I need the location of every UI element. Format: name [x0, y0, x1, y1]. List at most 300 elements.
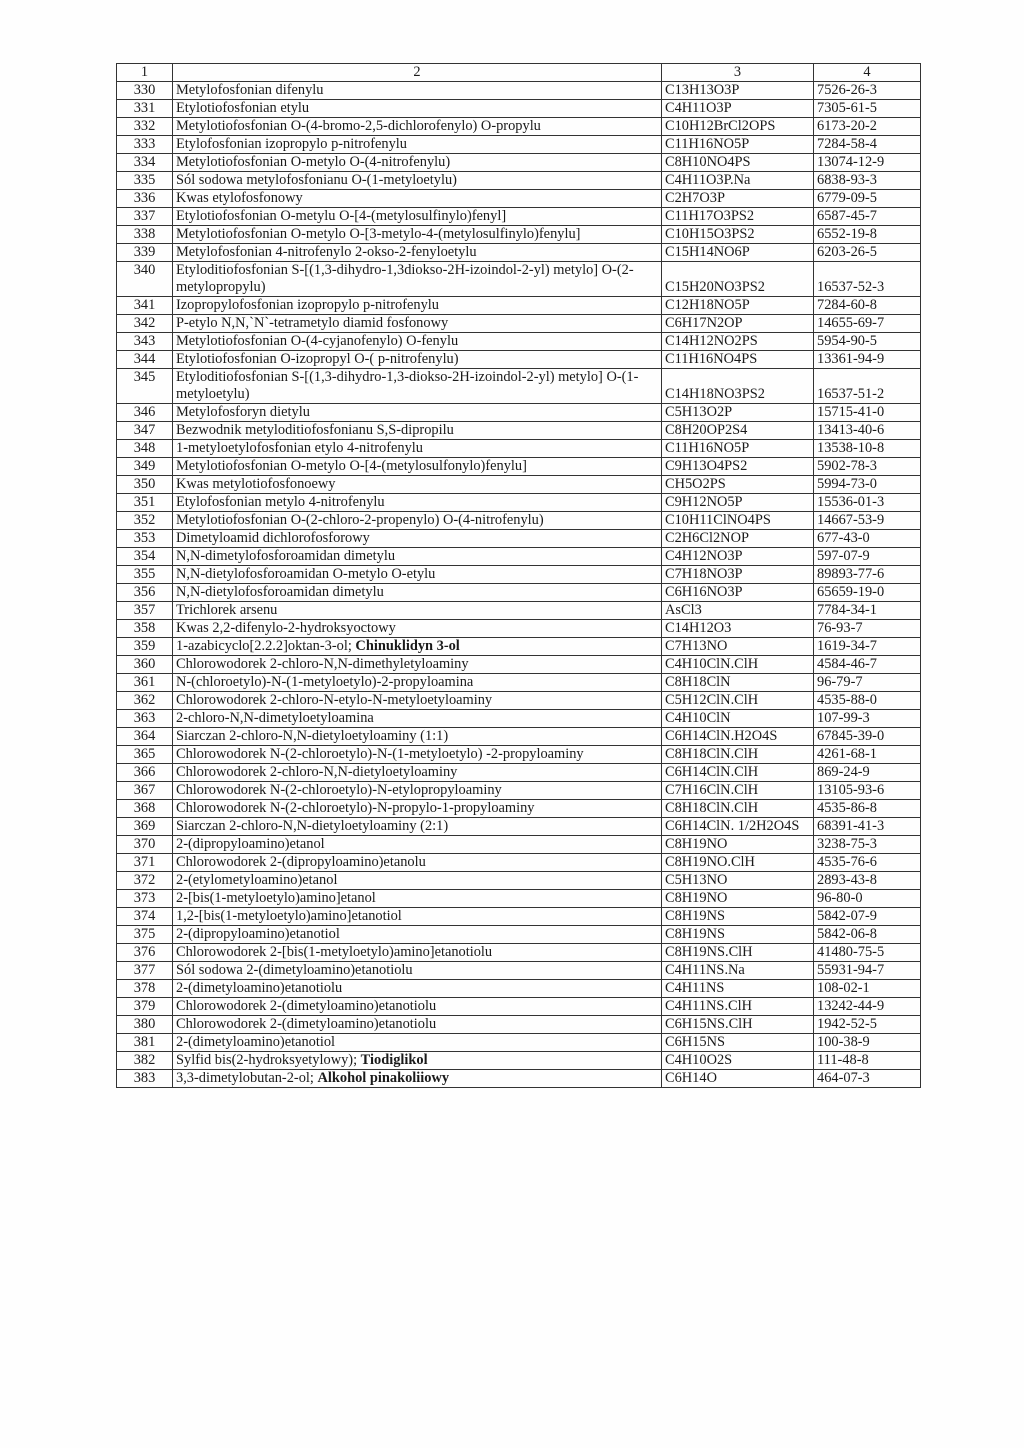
chemical-name-cell — [173, 226, 662, 244]
chemical-name: Siarczan 2-chloro-N,N-dietyloetyloaminy (2:1) — [176, 818, 449, 834]
chemical-formula: C4H11NS.ClH — [662, 998, 814, 1016]
cas-number: 41480-75-5 — [814, 944, 921, 962]
chemical-name-cell — [173, 100, 662, 118]
chemical-name-cell — [173, 172, 662, 190]
table-row — [117, 82, 921, 100]
chemical-name: Chlorowodorek N-(2-chloroetylo)-N-etylopropyloaminy — [176, 782, 502, 798]
row-number: 365 — [117, 746, 173, 764]
chemical-formula: C2H7O3P — [662, 190, 814, 208]
cas-number: 4535-76-6 — [814, 854, 921, 872]
table-row — [117, 1052, 921, 1070]
chemical-formula: C8H20OP2S4 — [662, 422, 814, 440]
chemical-formula: C7H16ClN.ClH — [662, 782, 814, 800]
chemical-name: N,N-dietylofosforoamidan O-metylo O-etylu — [176, 566, 436, 582]
table-row — [117, 100, 921, 118]
chemical-name: P-etylo N,N,`N`-tetrametylo diamid fosfonowy — [176, 315, 449, 331]
chemical-name: Chlorowodorek 2-chloro-N,N-dietyloetyloaminy — [176, 764, 458, 780]
cas-number: 5902-78-3 — [814, 458, 921, 476]
chemical-name-cell — [173, 602, 662, 620]
cas-number: 869-24-9 — [814, 764, 921, 782]
row-number: 370 — [117, 836, 173, 854]
cas-number: 464-07-3 — [814, 1070, 921, 1088]
chemical-name: Etyloditiofosfonian S-[(1,3-dihydro-1,3-diokso-2H-izoindol-2-yl) metylo] O-(1-metyloetylu) — [176, 369, 639, 402]
chemical-formula: C12H18NO5P — [662, 297, 814, 315]
chemical-name-cell — [173, 836, 662, 854]
chemical-formula: C4H11NS — [662, 980, 814, 998]
table-row — [117, 333, 921, 351]
cas-number: 4584-46-7 — [814, 656, 921, 674]
table-row — [117, 118, 921, 136]
chemical-name-cell — [173, 584, 662, 602]
header-col-2: 2 — [173, 64, 662, 82]
cas-number: 5842-06-8 — [814, 926, 921, 944]
row-number: 338 — [117, 226, 173, 244]
table-row — [117, 638, 921, 656]
chemical-name: 2-(dipropyloamino)etanol — [176, 836, 325, 852]
chemical-formula: C11H17O3PS2 — [662, 208, 814, 226]
row-number: 376 — [117, 944, 173, 962]
chemical-name-cell — [173, 1016, 662, 1034]
row-number: 354 — [117, 548, 173, 566]
row-number: 341 — [117, 297, 173, 315]
table-body — [117, 82, 921, 1088]
cas-number: 7284-60-8 — [814, 297, 921, 315]
chemical-name-cell — [173, 800, 662, 818]
chemical-name: N,N-dimetylofosforoamidan dimetylu — [176, 548, 396, 564]
table-row — [117, 656, 921, 674]
chemical-name: Kwas 2,2-difenylo-2-hydroksyoctowy — [176, 620, 396, 636]
table-row — [117, 674, 921, 692]
chemical-name: 2-(etylometyloamino)etanol — [176, 872, 338, 888]
chemical-name: Metylotiofosfonian O-metylo O-[4-(metylosulfonylo)fenylu] — [176, 458, 527, 474]
chemical-formula: C11H16NO5P — [662, 136, 814, 154]
table-row — [117, 854, 921, 872]
row-number: 345 — [117, 369, 173, 404]
row-number: 334 — [117, 154, 173, 172]
row-number: 375 — [117, 926, 173, 944]
chemical-formula: C5H12ClN.ClH — [662, 692, 814, 710]
cas-number: 108-02-1 — [814, 980, 921, 998]
cas-number: 6779-09-5 — [814, 190, 921, 208]
cas-number: 13538-10-8 — [814, 440, 921, 458]
chemical-name-cell — [173, 890, 662, 908]
table-row — [117, 764, 921, 782]
row-number: 381 — [117, 1034, 173, 1052]
chemical-name-cell — [173, 136, 662, 154]
table-row — [117, 262, 921, 297]
chemical-formula: C11H16NO4PS — [662, 351, 814, 369]
cas-number: 597-07-9 — [814, 548, 921, 566]
chemical-name-cell — [173, 674, 662, 692]
chemical-name: 1,2-[bis(1-metyloetylo)amino]etanotiol — [176, 908, 402, 924]
row-number: 364 — [117, 728, 173, 746]
chemical-formula: C4H11O3P.Na — [662, 172, 814, 190]
chemical-name: Chlorowodorek N-(2-chloroetylo)-N-propylo-1-propyloaminy — [176, 800, 535, 816]
chemical-name-cell — [173, 782, 662, 800]
cas-number: 3238-75-3 — [814, 836, 921, 854]
chemical-formula: C15H14NO6P — [662, 244, 814, 262]
table-row — [117, 512, 921, 530]
chemical-name-cell — [173, 530, 662, 548]
row-number: 367 — [117, 782, 173, 800]
header-col-1: 1 — [117, 64, 173, 82]
cas-number: 677-43-0 — [814, 530, 921, 548]
table-row — [117, 836, 921, 854]
chemical-formula: C8H19NS.ClH — [662, 944, 814, 962]
table-row — [117, 566, 921, 584]
cas-number: 96-80-0 — [814, 890, 921, 908]
chemical-name: Etyloditiofosfonian S-[(1,3-dihydro-1,3diokso-2H-izoindol-2-yl) metylo] O-(2-metylopropylu) — [176, 262, 634, 295]
chemical-formula: C11H16NO5P — [662, 440, 814, 458]
chemical-formula: C6H14ClN.H2O4S — [662, 728, 814, 746]
cas-number: 16537-51-2 — [814, 369, 921, 404]
chemical-formula: C8H19NS — [662, 908, 814, 926]
chemical-name-cell — [173, 333, 662, 351]
row-number: 362 — [117, 692, 173, 710]
row-number: 331 — [117, 100, 173, 118]
header-row — [117, 64, 921, 82]
chemical-name-cell — [173, 710, 662, 728]
chemical-name: N,N-dietylofosforoamidan dimetylu — [176, 584, 384, 600]
cas-number: 7784-34-1 — [814, 602, 921, 620]
chemical-name: Bezwodnik metyloditiofosfonianu S,S-dipropilu — [176, 422, 454, 438]
header-col-3: 3 — [662, 64, 814, 82]
row-number: 348 — [117, 440, 173, 458]
table-row — [117, 782, 921, 800]
chemical-name: Metylotiofosfonian O-metylo O-[3-metylo-4-(metylosulfinylo)fenylu] — [176, 226, 581, 242]
table-row — [117, 440, 921, 458]
row-number: 352 — [117, 512, 173, 530]
chemical-name-cell — [173, 728, 662, 746]
row-number: 382 — [117, 1052, 173, 1070]
cas-number: 6838-93-3 — [814, 172, 921, 190]
row-number: 343 — [117, 333, 173, 351]
chemical-name-cell — [173, 1052, 662, 1070]
chemical-formula: C8H18ClN.ClH — [662, 746, 814, 764]
chemical-name: Etylofosfonian izopropylo p-nitrofenylu — [176, 136, 408, 152]
chemical-name-cell — [173, 620, 662, 638]
cas-number: 7305-61-5 — [814, 100, 921, 118]
chemical-name: Sylfid bis(2-hydroksyetylowy); — [176, 1052, 361, 1068]
row-number: 344 — [117, 351, 173, 369]
cas-number: 5954-90-5 — [814, 333, 921, 351]
cas-number: 6173-20-2 — [814, 118, 921, 136]
chemical-formula: C4H10ClN — [662, 710, 814, 728]
cas-number: 2893-43-8 — [814, 872, 921, 890]
chemical-name-cell — [173, 548, 662, 566]
chemical-common-name: Chinuklidyn 3-ol — [355, 638, 460, 654]
table-row — [117, 548, 921, 566]
chemical-name-cell — [173, 980, 662, 998]
chemical-name-cell — [173, 818, 662, 836]
chemical-formula: C5H13NO — [662, 872, 814, 890]
table-row — [117, 710, 921, 728]
table-row — [117, 351, 921, 369]
cas-number: 6552-19-8 — [814, 226, 921, 244]
chemical-common-name: Alkohol pinakoliiowy — [317, 1070, 450, 1086]
cas-number: 13413-40-6 — [814, 422, 921, 440]
row-number: 373 — [117, 890, 173, 908]
table-row — [117, 244, 921, 262]
chemical-formula: C7H13NO — [662, 638, 814, 656]
chemical-name: Trichlorek arsenu — [176, 602, 278, 618]
chemical-name: 2-chloro-N,N-dimetyloetyloamina — [176, 710, 374, 726]
chemical-list-table — [116, 63, 921, 1088]
row-number: 356 — [117, 584, 173, 602]
chemical-name: Metylotiofosfonian O-metylo O-(4-nitrofenylu) — [176, 154, 451, 170]
cas-number: 55931-94-7 — [814, 962, 921, 980]
chemical-formula: CH5O2PS — [662, 476, 814, 494]
chemical-name-cell — [173, 154, 662, 172]
row-number: 335 — [117, 172, 173, 190]
cas-number: 13105-93-6 — [814, 782, 921, 800]
cas-number: 13242-44-9 — [814, 998, 921, 1016]
chemical-name: Kwas etylofosfonowy — [176, 190, 303, 206]
row-number: 369 — [117, 818, 173, 836]
chemical-formula: AsCl3 — [662, 602, 814, 620]
row-number: 337 — [117, 208, 173, 226]
cas-number: 89893-77-6 — [814, 566, 921, 584]
table-row — [117, 422, 921, 440]
chemical-formula: C8H19NO — [662, 890, 814, 908]
chemical-name: Chlorowodorek 2-[bis(1-metyloetylo)amino]etanotiolu — [176, 944, 493, 960]
table-row — [117, 476, 921, 494]
table-row — [117, 728, 921, 746]
chemical-name-cell — [173, 908, 662, 926]
chemical-name: Metylotiofosfonian O-(4-bromo-2,5-dichlorofenylo) O-propylu — [176, 118, 541, 134]
chemical-name-cell — [173, 262, 662, 297]
chemical-name: Etylotiofosfonian O-metylu O-[4-(metylosulfinylo)fenyl] — [176, 208, 507, 224]
chemical-name: Sól sodowa 2-(dimetyloamino)etanotiolu — [176, 962, 413, 978]
chemical-name-cell — [173, 962, 662, 980]
row-number: 353 — [117, 530, 173, 548]
chemical-formula: C15H20NO3PS2 — [662, 262, 814, 297]
chemical-name: Metylofosfonian 4-nitrofenylo 2-okso-2-fenyloetylu — [176, 244, 477, 260]
chemical-name: Dimetyloamid dichlorofosforowy — [176, 530, 370, 546]
cas-number: 5842-07-9 — [814, 908, 921, 926]
chemical-formula: C4H11O3P — [662, 100, 814, 118]
cas-number: 13361-94-9 — [814, 351, 921, 369]
chemical-formula: C6H16NO3P — [662, 584, 814, 602]
chemical-name: Etylofosfonian metylo 4-nitrofenylu — [176, 494, 385, 510]
chemical-name-cell — [173, 926, 662, 944]
row-number: 347 — [117, 422, 173, 440]
chemical-formula: C2H6Cl2NOP — [662, 530, 814, 548]
cas-number: 16537-52-3 — [814, 262, 921, 297]
cas-number: 15536-01-3 — [814, 494, 921, 512]
row-number: 351 — [117, 494, 173, 512]
chemical-name-cell — [173, 369, 662, 404]
row-number: 377 — [117, 962, 173, 980]
chemical-name: 2-[bis(1-metyloetylo)amino]etanol — [176, 890, 376, 906]
table-row — [117, 998, 921, 1016]
row-number: 383 — [117, 1070, 173, 1088]
cas-number: 1942-52-5 — [814, 1016, 921, 1034]
row-number: 368 — [117, 800, 173, 818]
chemical-formula: C8H10NO4PS — [662, 154, 814, 172]
table-row — [117, 458, 921, 476]
chemical-name: 2-(dimetyloamino)etanotiolu — [176, 980, 343, 996]
chemical-name-cell — [173, 944, 662, 962]
row-number: 342 — [117, 315, 173, 333]
table-row — [117, 315, 921, 333]
chemical-name-cell — [173, 476, 662, 494]
chemical-formula: C4H10ClN.ClH — [662, 656, 814, 674]
cas-number: 4535-86-8 — [814, 800, 921, 818]
chemical-name: Chlorowodorek 2-(dimetyloamino)etanotiolu — [176, 998, 437, 1014]
cas-number: 7526-26-3 — [814, 82, 921, 100]
row-number: 371 — [117, 854, 173, 872]
cas-number: 7284-58-4 — [814, 136, 921, 154]
row-number: 350 — [117, 476, 173, 494]
chemical-name-cell — [173, 638, 662, 656]
chemical-name-cell — [173, 244, 662, 262]
cas-number: 100-38-9 — [814, 1034, 921, 1052]
chemical-name-cell — [173, 1034, 662, 1052]
chemical-name-cell — [173, 190, 662, 208]
table-row — [117, 692, 921, 710]
row-number: 380 — [117, 1016, 173, 1034]
table-row — [117, 369, 921, 404]
chemical-name: Izopropylofosfonian izopropylo p-nitrofenylu — [176, 297, 439, 313]
chemical-name: Siarczan 2-chloro-N,N-dietyloetyloaminy (1:1) — [176, 728, 449, 744]
chemical-name-cell — [173, 746, 662, 764]
chemical-name-cell — [173, 208, 662, 226]
chemical-name: Metylotiofosfonian O-(4-cyjanofenylo) O-fenylu — [176, 333, 459, 349]
row-number: 339 — [117, 244, 173, 262]
chemical-formula: C8H18ClN — [662, 674, 814, 692]
cas-number: 14667-53-9 — [814, 512, 921, 530]
chemical-formula: C13H13O3P — [662, 82, 814, 100]
chemical-name: Sól sodowa metylofosfonianu O-(1-metyloetylu) — [176, 172, 457, 188]
chemical-formula: C6H14O — [662, 1070, 814, 1088]
chemical-name: Chlorowodorek N-(2-chloroetylo)-N-(1-metyloetylo) -2-propyloaminy — [176, 746, 584, 762]
chemical-formula: C9H13O4PS2 — [662, 458, 814, 476]
row-number: 357 — [117, 602, 173, 620]
chemical-name-cell — [173, 315, 662, 333]
row-number: 340 — [117, 262, 173, 297]
table-row — [117, 530, 921, 548]
chemical-name: Metylofosforyn dietylu — [176, 404, 310, 420]
chemical-formula: C8H18ClN.ClH — [662, 800, 814, 818]
chemical-name-cell — [173, 404, 662, 422]
table-row — [117, 746, 921, 764]
table-row — [117, 1034, 921, 1052]
cas-number: 1619-34-7 — [814, 638, 921, 656]
row-number: 363 — [117, 710, 173, 728]
chemical-name: Etylotiofosfonian O-izopropyl O-( p-nitrofenylu) — [176, 351, 459, 367]
chemical-name-cell — [173, 656, 662, 674]
row-number: 372 — [117, 872, 173, 890]
row-number: 336 — [117, 190, 173, 208]
table-row — [117, 872, 921, 890]
chemical-formula: C4H12NO3P — [662, 548, 814, 566]
table-row — [117, 172, 921, 190]
chemical-name-cell — [173, 854, 662, 872]
chemical-name: Metylotiofosfonian O-(2-chloro-2-propenylo) O-(4-nitrofenylu) — [176, 512, 544, 528]
table-row — [117, 908, 921, 926]
chemical-name: Metylofosfonian difenylu — [176, 82, 324, 98]
chemical-formula: C8H19NO — [662, 836, 814, 854]
table-row — [117, 944, 921, 962]
table-row — [117, 154, 921, 172]
chemical-name-cell — [173, 512, 662, 530]
cas-number: 5994-73-0 — [814, 476, 921, 494]
table-row — [117, 136, 921, 154]
row-number: 346 — [117, 404, 173, 422]
table-row — [117, 962, 921, 980]
row-number: 360 — [117, 656, 173, 674]
cas-number: 68391-41-3 — [814, 818, 921, 836]
chemical-formula: C6H14ClN.ClH — [662, 764, 814, 782]
table-row — [117, 404, 921, 422]
cas-number: 6587-45-7 — [814, 208, 921, 226]
table-row — [117, 226, 921, 244]
chemical-name-cell — [173, 764, 662, 782]
row-number: 361 — [117, 674, 173, 692]
chemical-name: N-(chloroetylo)-N-(1-metyloetylo)-2-propyloamina — [176, 674, 474, 690]
table-row — [117, 926, 921, 944]
chemical-formula: C6H15NS — [662, 1034, 814, 1052]
row-number: 333 — [117, 136, 173, 154]
cas-number: 6203-26-5 — [814, 244, 921, 262]
chemical-name-cell — [173, 872, 662, 890]
chemical-formula: C14H18NO3PS2 — [662, 369, 814, 404]
table-row — [117, 1016, 921, 1034]
row-number: 359 — [117, 638, 173, 656]
chemical-name-cell — [173, 422, 662, 440]
row-number: 366 — [117, 764, 173, 782]
cas-number: 4535-88-0 — [814, 692, 921, 710]
cas-number: 15715-41-0 — [814, 404, 921, 422]
chemical-name-cell — [173, 297, 662, 315]
chemical-formula: C14H12NO2PS — [662, 333, 814, 351]
cas-number: 13074-12-9 — [814, 154, 921, 172]
row-number: 374 — [117, 908, 173, 926]
table-row — [117, 800, 921, 818]
cas-number: 111-48-8 — [814, 1052, 921, 1070]
table-row — [117, 890, 921, 908]
row-number: 378 — [117, 980, 173, 998]
chemical-name: 1-metyloetylofosfonian etylo 4-nitrofenylu — [176, 440, 423, 456]
chemical-name-cell — [173, 118, 662, 136]
chemical-name: Etylotiofosfonian etylu — [176, 100, 310, 116]
chemical-formula: C8H19NO.ClH — [662, 854, 814, 872]
table-row — [117, 818, 921, 836]
cas-number: 65659-19-0 — [814, 584, 921, 602]
chemical-formula: C10H12BrCl2OPS — [662, 118, 814, 136]
chemical-formula: C6H17N2OP — [662, 315, 814, 333]
chemical-formula: C6H15NS.ClH — [662, 1016, 814, 1034]
chemical-name: 2-(dipropyloamino)etanotiol — [176, 926, 340, 942]
table-row — [117, 494, 921, 512]
chemical-formula: C7H18NO3P — [662, 566, 814, 584]
chemical-formula: C5H13O2P — [662, 404, 814, 422]
table-row — [117, 297, 921, 315]
chemical-name-cell — [173, 998, 662, 1016]
chemical-formula: C10H11ClNO4PS — [662, 512, 814, 530]
row-number: 330 — [117, 82, 173, 100]
chemical-formula: C8H19NS — [662, 926, 814, 944]
row-number: 349 — [117, 458, 173, 476]
table-row — [117, 584, 921, 602]
table-row — [117, 1070, 921, 1088]
table-row — [117, 208, 921, 226]
chemical-name-cell — [173, 494, 662, 512]
chemical-name: 3,3-dimetylobutan-2-ol; — [176, 1070, 318, 1086]
chemical-name-cell — [173, 458, 662, 476]
table-row — [117, 190, 921, 208]
